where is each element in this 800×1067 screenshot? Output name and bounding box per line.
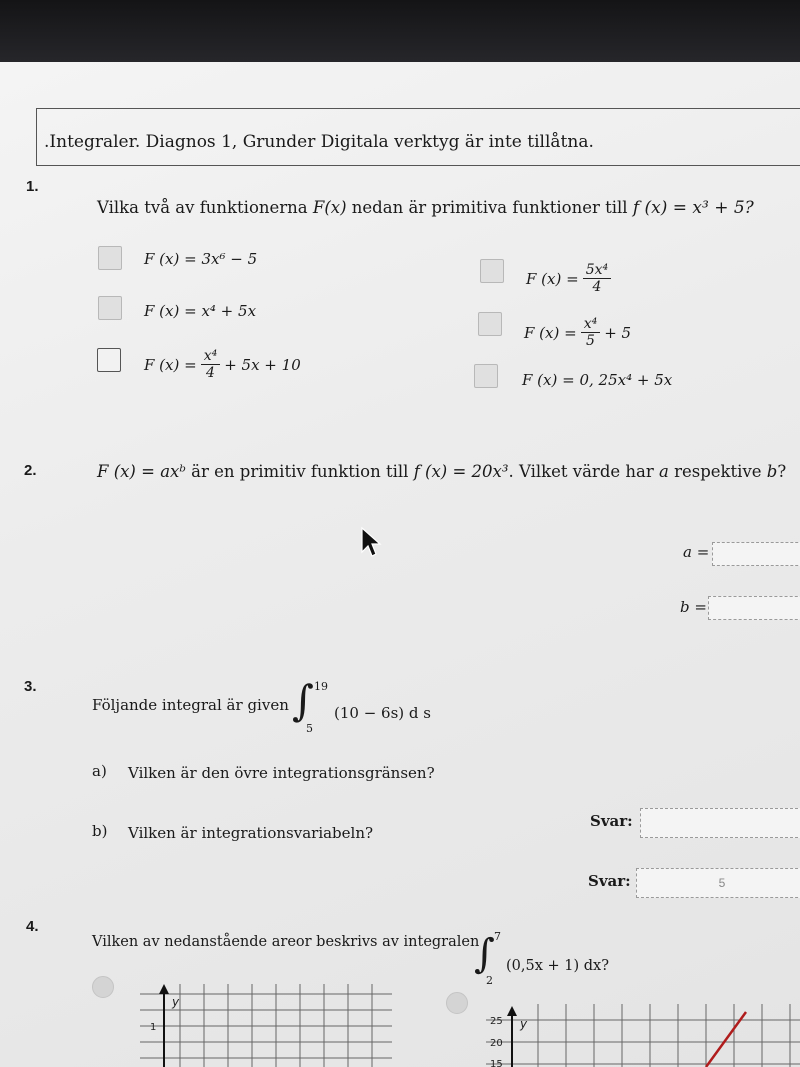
part-a-label: a) (92, 762, 107, 780)
answer-b-input[interactable] (708, 596, 800, 620)
upper-limit-q3: 19 (314, 680, 328, 693)
option-label-2: F (x) = x⁴ + 5x (144, 302, 257, 320)
graph-2-y-arrow (507, 1006, 517, 1016)
page-title: .Integraler. Diagnos 1, Grunder Digitala verktyg är inte tillåtna. (44, 132, 594, 152)
part-a-text: Vilken är den övre integrationsgränsen? (128, 764, 435, 782)
label-b: b = (680, 598, 707, 616)
lower-limit-q4: 2 (486, 974, 493, 987)
part-b-text: Vilken är integrationsvariabeln? (128, 824, 374, 842)
integrand-q3: (10 − 6s) d s (334, 704, 431, 722)
integral-sign-q4: ∫ (474, 931, 495, 977)
part-b-label: b) (92, 822, 108, 840)
label-a: a = (683, 543, 710, 561)
option-checkbox-5[interactable] (478, 312, 502, 336)
option-label-6: F (x) = 0, 25x⁴ + 5x (522, 371, 673, 389)
option-checkbox-2[interactable] (98, 296, 122, 320)
answer-3b-input[interactable]: 5 (636, 868, 800, 898)
screen-bezel (0, 0, 800, 62)
graph-2-y-label: y (520, 1017, 528, 1031)
mouse-cursor-icon (360, 526, 384, 558)
option-label-5: F (x) = $\frac{\text{x⁴}}{5}$ + 5 (524, 316, 632, 350)
graph-2-tick-25: 25 (490, 1016, 503, 1027)
graph-option-1 (140, 984, 392, 1067)
graph-option-radio-2[interactable] (446, 992, 468, 1014)
question-number-4: 4. (26, 918, 39, 935)
option-label-3: F (x) = $\frac{\text{x⁴}}{4}$ + 5x + 10 (144, 348, 301, 382)
graph-option-radio-1[interactable] (92, 976, 114, 998)
graph-2-grid (486, 1004, 800, 1067)
question-number-3: 3. (24, 678, 37, 695)
question-number-2: 2. (24, 462, 37, 479)
option-checkbox-1[interactable] (98, 246, 122, 270)
question-2-text: F (x) = axᵇ är en primitiv funktion till f (x) = 20x³. Vilket värde har a respektive b? (97, 462, 787, 481)
graph-1-y-arrow (159, 984, 169, 994)
svar-label-b: Svar: (588, 872, 631, 890)
option-checkbox-4[interactable] (480, 259, 504, 283)
option-label-4: F (x) = $\frac{\text{5x⁴}}{4}$ (526, 262, 611, 295)
question-number-1: 1. (26, 178, 39, 195)
svar-label-a: Svar: (590, 812, 633, 830)
question-4-text: Vilken av nedanstående areor beskrivs av integralen (92, 934, 480, 950)
question-1-text: Vilka två av funktionerna F(x) nedan är primitiva funktioner till f (x) = x³ + 5? (97, 198, 754, 218)
integral-sign-q3: ∫ (292, 676, 314, 725)
question-3-text: Följande integral är given (92, 696, 289, 714)
graph-option-2 (486, 1004, 800, 1067)
lower-limit-q3: 5 (306, 722, 313, 735)
graph-1-tick-1: 1 (150, 1022, 157, 1033)
integrand-q4: (0,5x + 1) dx? (506, 958, 609, 974)
upper-limit-q4: 7 (494, 930, 501, 943)
option-checkbox-6[interactable] (474, 364, 498, 388)
answer-a-input[interactable] (712, 542, 800, 566)
graph-2-tick-20: 20 (490, 1038, 503, 1049)
option-checkbox-3[interactable] (97, 348, 121, 372)
answer-3a-input[interactable] (640, 808, 800, 838)
option-label-1: F (x) = 3x⁶ − 5 (144, 250, 258, 268)
graph-2-tick-15: 15 (490, 1059, 503, 1067)
graph-1-y-label: y (172, 995, 180, 1009)
